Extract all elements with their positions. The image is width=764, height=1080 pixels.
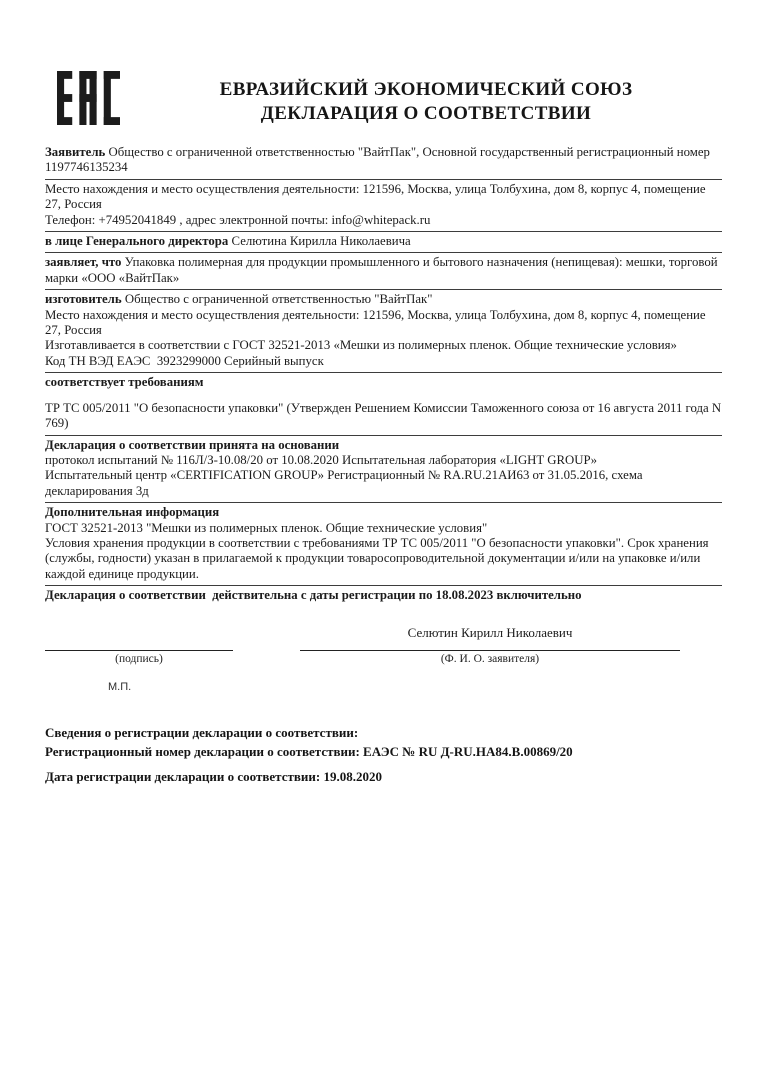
basis-row [45,436,722,503]
applicant-text: Общество с ограниченной ответственностью "ВайтПак", Основной государственный регистрационный номер 1197746135234 [45,145,714,175]
stamp-place-mark: М.П. [108,680,132,693]
signature-block [45,617,722,709]
declares-row [45,253,722,289]
name-caption: (Ф. И. О. заявителя) [440,652,540,665]
additional-info-row [45,503,722,585]
eac-mark-svg [57,71,120,125]
declares-label: заявляет, что [45,255,125,270]
person-label: в лице Генерального директора [45,234,232,249]
declaration-body [45,143,725,607]
manufacturer-row [45,290,722,372]
applicant-label: Заявитель [45,145,109,159]
registration-heading: Сведения о регистрации декларации о соответствии: [45,724,359,740]
declares-text: Упаковка полимерная для продукции промышленного и бытового назначения (непищевая): мешки, торговой марки «ООО «ВайтПак» [45,255,721,285]
basis-center: Испытательный центр «CERTIFICATION GROUP» Регистрационный № RA.RU.21АИ63 от 31.05.2016, схема декларирования 3д [45,468,646,498]
additional-gost: ГОСТ 32521-2013 "Мешки из полимерных пленок. Общие технические условия" [45,520,488,535]
requirements-row [45,373,725,434]
registration-info [45,725,722,785]
applicant-name: Селютин Кирилл Николаевич [407,624,573,640]
person-row [45,232,722,252]
registration-date-line: Дата регистрации декларации о соответствии: 19.08.2020 [45,768,382,784]
title-union: ЕВРАЗИЙСКИЙ ЭКОНОМИЧЕСКИЙ СОЮЗ [219,79,633,100]
eac-mark-icon [57,71,120,125]
registration-number-line: Регистрационный номер декларации о соответствии: ЕАЭС № RU Д-RU.НА84.В.00869/20 [45,743,573,759]
applicant-phone: Телефон: +74952041849 , адрес электронной почты: info@whitepack.ru [45,212,431,227]
title-declaration: ДЕКЛАРАЦИЯ О СООТВЕТСТВИИ [260,103,592,124]
manufacturer-label: изготовитель [45,292,125,307]
applicant-contacts-row [45,180,722,231]
basis-label: Декларация о соответствии принята на основании [45,437,340,452]
signature-caption: (подпись) [115,652,163,665]
applicant-address: Место нахождения и место осуществления деятельности: 121596, Москва, улица Толбухина, дом 8, корпус 4, помещение 27, Россия [45,181,709,212]
additional-storage: Условия хранения продукции в соответствии с требованиями ТР ТС 005/2011 "О безопасности упаковки". Срок хранения (службы, годности) указан в прилагаемой к продукции товаросопроводительной документации и/или на упаковке и/или каждой единице продукции. [45,535,712,581]
requirements-label: соответствует требованиям [45,375,204,390]
applicant-row [45,143,722,179]
person-text: Селютина Кирилла Николаевича [231,234,411,249]
additional-info-label: Дополнительная информация [45,505,220,520]
name-line [300,650,680,651]
basis-protocol: протокол испытаний № 116Л/З-10.08/20 от 10.08.2020 Испытательная лаборатория «LIGHT GROUP» [45,452,597,467]
manufacturer-standard: Изготавливается в соответствии с ГОСТ 32521-2013 «Мешки из полимерных пленок. Общие технические условия» [45,338,677,353]
manufacturer-code: Код ТН ВЭД ЕАЭС 3923299000 Серийный выпуск [45,353,324,368]
signature-line [45,650,233,651]
manufacturer-address: Место нахождения и место осуществления деятельности: 121596, Москва, улица Толбухина, дом 8, корпус 4, помещение 27, Россия [45,307,709,338]
requirements-text: ТР ТС 005/2011 "О безопасности упаковки" (Утвержден Решением Комиссии Таможенного союза от 16 августа 2011 года N 769) [45,400,725,431]
manufacturer-text: Общество с ограниченной ответственностью "ВайтПак" [124,292,433,307]
validity-row: Декларация о соответствии действительна с даты регистрации по 18.08.2023 включительно [45,588,582,603]
